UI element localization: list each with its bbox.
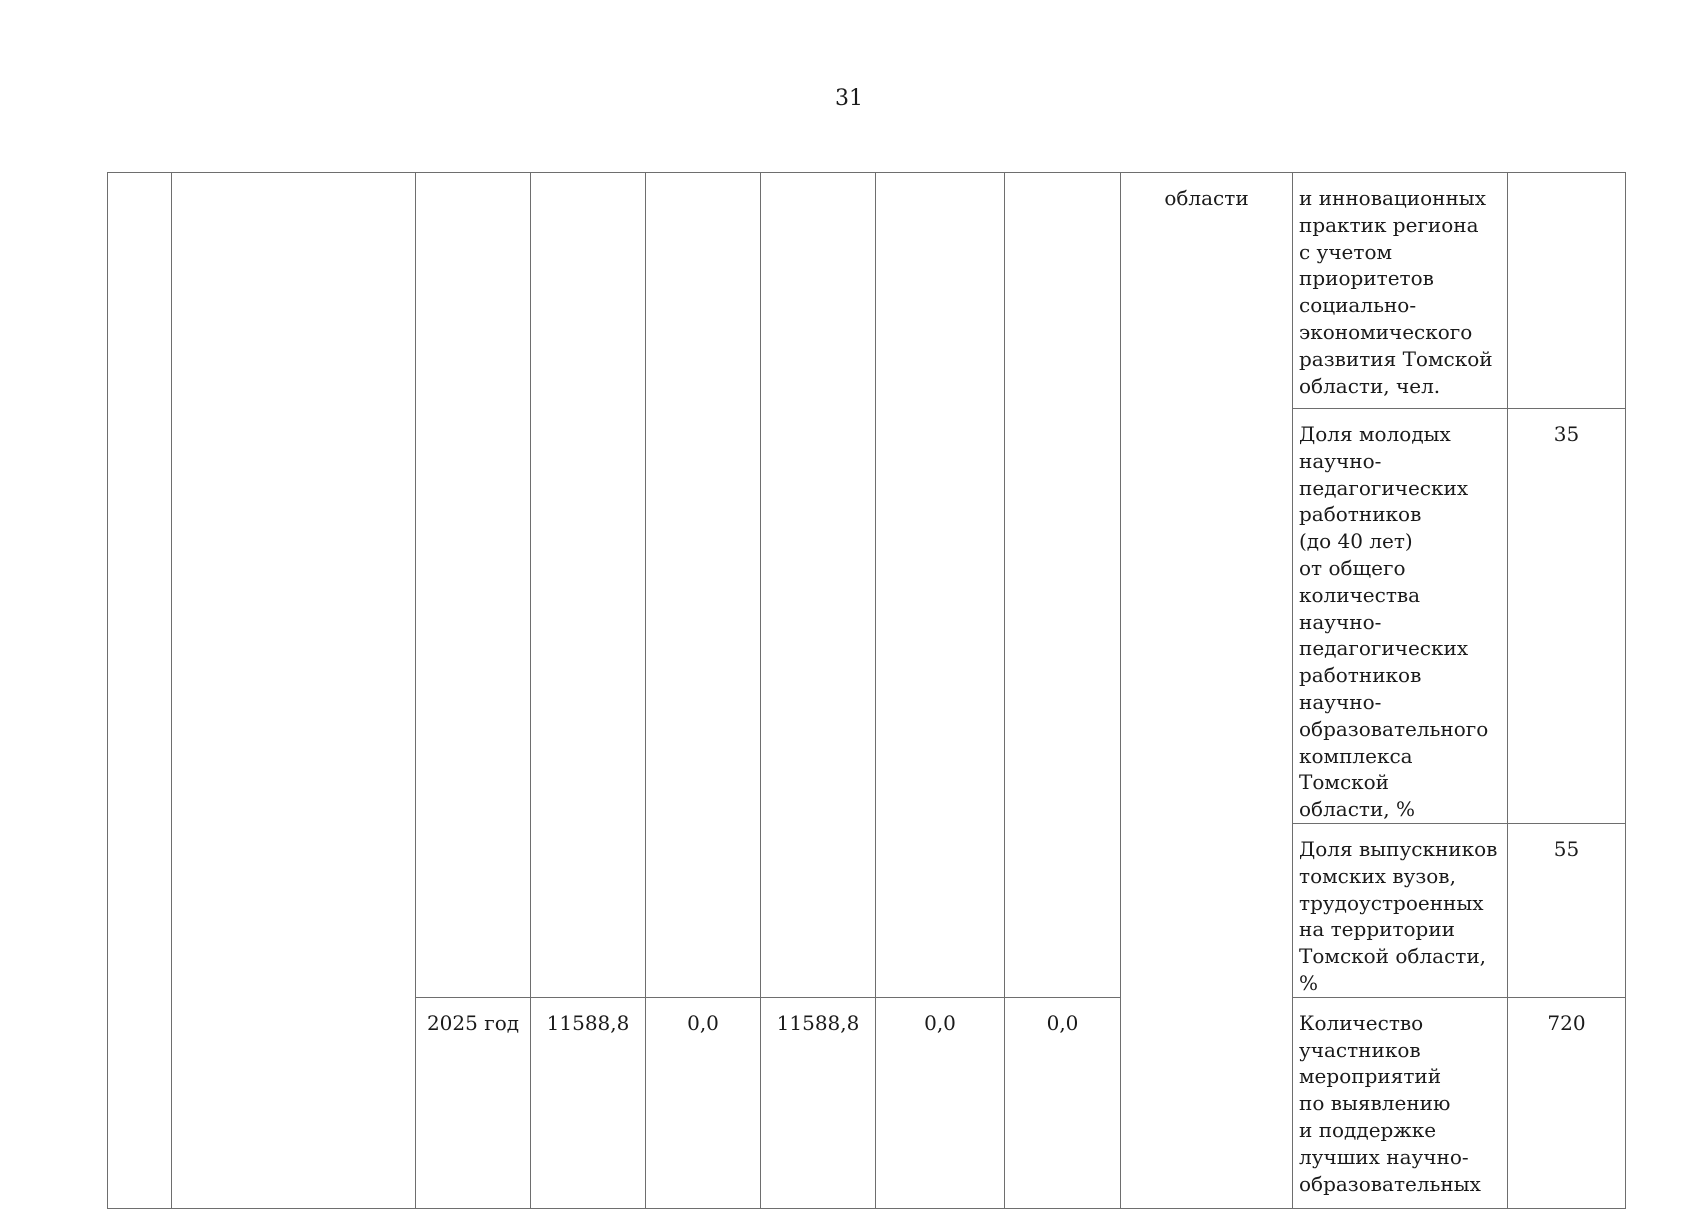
local-amount-cell: 0,0: [876, 997, 1005, 1208]
regional-amount-cell: 11588,8: [761, 997, 876, 1208]
indicator-name-cell: Доля молодых научно- педагогических работников (до 40 лет) от общего количества научно- педагогических работников научно- образовательного комплекса Томской области, %: [1293, 409, 1508, 824]
extrabudget-amount-cell: 0,0: [1005, 997, 1121, 1208]
responsible-text: области: [1164, 186, 1249, 210]
cell-extrabudget-empty: [1005, 173, 1121, 998]
program-table: [107, 172, 1626, 1209]
indicator-value-cell: 720: [1508, 997, 1626, 1208]
cell-number: [108, 173, 172, 1209]
cell-federal-empty: [646, 173, 761, 998]
total-amount-cell: 11588,8: [531, 997, 646, 1208]
table-row: [108, 173, 1626, 409]
indicator-value-cell: 35: [1508, 409, 1626, 824]
cell-task-name: [172, 173, 416, 1209]
indicator-name-cell: Количество участников мероприятий по выявлению и поддержке лучших научно- образовательных: [1293, 997, 1508, 1208]
indicator-name-cell: Доля выпускников томских вузов, трудоустроенных на территории Томской области, %: [1293, 823, 1508, 997]
cell-regional-empty: [761, 173, 876, 998]
indicator-name-cell: и инновационных практик региона с учетом приоритетов социально- экономического развития Томской области, чел.: [1293, 173, 1508, 409]
cell-local-empty: [876, 173, 1005, 998]
page-number: 31: [835, 86, 863, 111]
indicator-value-cell: 55: [1508, 823, 1626, 997]
cell-responsible: [1121, 173, 1293, 1209]
indicator-value-cell: [1508, 173, 1626, 409]
federal-amount-cell: 0,0: [646, 997, 761, 1208]
period-year-cell: 2025 год: [416, 997, 531, 1208]
cell-total-empty: [531, 173, 646, 998]
cell-period-empty: [416, 173, 531, 998]
